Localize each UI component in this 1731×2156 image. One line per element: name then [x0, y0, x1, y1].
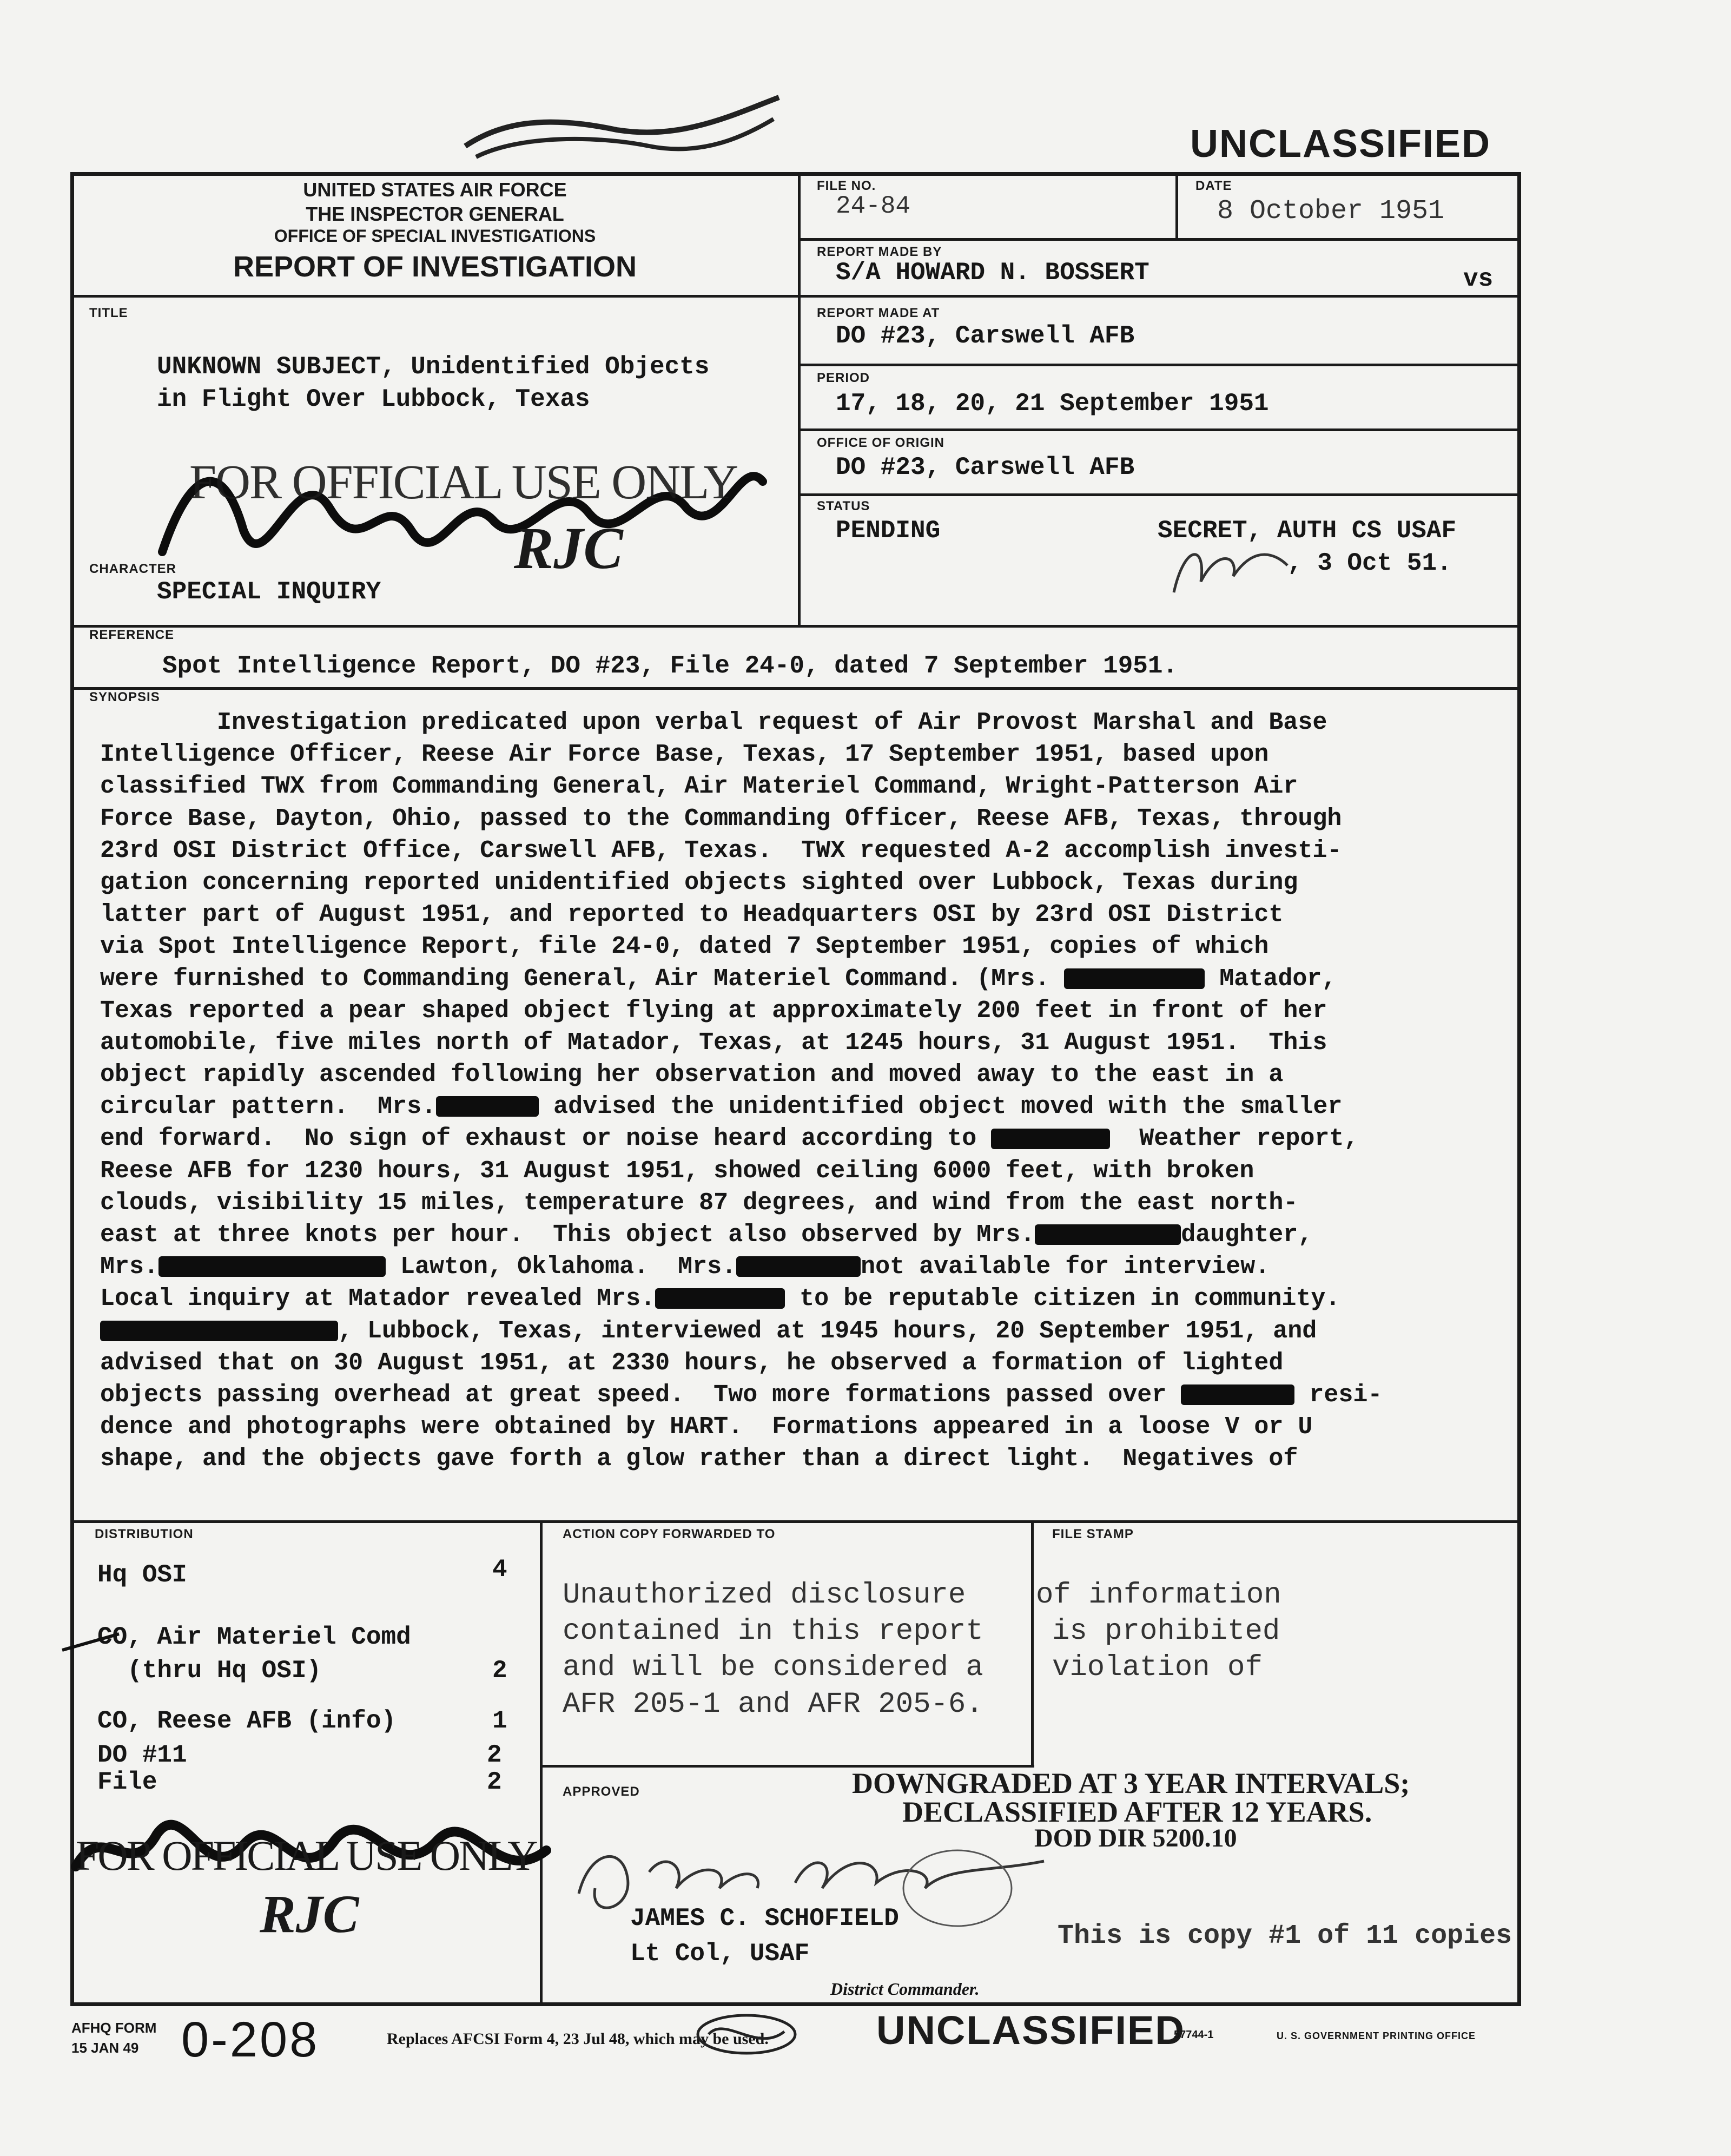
synopsis-text-segment: Weather report,	[1110, 1125, 1359, 1153]
synopsis-text-segment: end forward. No sign of exhaust or noise heard according to	[100, 1125, 992, 1153]
character-value: SPECIAL INQUIRY	[157, 578, 381, 606]
synopsis-line	[100, 707, 1528, 739]
classification-initials-scribble	[1163, 533, 1293, 603]
distribution-row-2-name: CO, Air Materiel Comd	[97, 1623, 411, 1651]
form-replaces-note: Replaces AFCSI Form 4, 23 Jul 48, which may be used.	[387, 2030, 769, 2048]
distribution-row-4-name: CO, Reese AFB (info)	[97, 1707, 397, 1735]
title-line-2: in Flight Over Lubbock, Texas	[157, 385, 590, 413]
synopsis-line	[100, 1091, 1528, 1123]
rjc-initials-2: RJC	[260, 1884, 359, 1944]
distribution-label: DISTRIBUTION	[95, 1527, 194, 1541]
file-no-label: FILE NO.	[817, 179, 876, 193]
agency-line-3: OFFICE OF SPECIAL INVESTIGATIONS	[274, 226, 596, 246]
redaction-block	[100, 1321, 338, 1341]
synopsis-text-segment: Reese AFB for 1230 hours, 31 August 1951, showed ceiling 6000 feet, with broken	[100, 1157, 1254, 1185]
synopsis-text-segment: classified TWX from Commanding General, Air Materiel Command, Wright-Patterson Air	[100, 773, 1298, 801]
handwritten-fouo-stamp-1	[157, 422, 774, 584]
disclosure-col2-line1: of information	[1036, 1579, 1281, 1612]
synopsis-text-segment: object rapidly ascended following her observation and moved away to the east in a	[100, 1061, 1284, 1089]
synopsis-text-segment: east at three knots per hour. This object also observed by Mrs.	[100, 1221, 1035, 1249]
downgrade-line-3: DOD DIR 5200.10	[1034, 1824, 1237, 1852]
approver-name: JAMES C. SCHOFIELD	[630, 1904, 899, 1933]
agency-line-1: UNITED STATES AIR FORCE	[303, 179, 567, 201]
synopsis-line	[100, 1027, 1528, 1059]
title-label: TITLE	[89, 306, 128, 320]
redaction-block	[736, 1256, 861, 1277]
synopsis-line	[100, 835, 1528, 867]
synopsis-line	[100, 931, 1528, 962]
synopsis-text-segment: daughter,	[1181, 1221, 1313, 1249]
report-made-at-label: REPORT MADE AT	[817, 306, 940, 320]
synopsis-text-segment: shape, and the objects gave forth a glow rather than a direct light. Negatives of	[100, 1445, 1298, 1473]
synopsis-text-segment: objects passing overhead at great speed. Two more formations passed over	[100, 1381, 1181, 1409]
synopsis-text-segment: resi-	[1294, 1381, 1383, 1409]
distribution-row-4-count: 1	[492, 1707, 507, 1735]
report-made-at-value: DO #23, Carswell AFB	[836, 322, 1135, 350]
synopsis-line	[100, 1251, 1528, 1283]
top-scribble-marks	[454, 81, 790, 168]
rjc-initials-1: RJC	[514, 515, 623, 581]
period-value: 17, 18, 20, 21 September 1951	[836, 390, 1269, 418]
date-label: DATE	[1195, 179, 1232, 193]
form-id-line-2: 15 JAN 49	[71, 2040, 139, 2056]
distribution-strike-mark	[60, 1628, 124, 1656]
synopsis-text-segment: to be reputable citizen in community.	[785, 1285, 1340, 1313]
bottom-classification-stamp: UNCLASSIFIED	[876, 2008, 1185, 2053]
distribution-row-1-count: 4	[492, 1555, 507, 1584]
synopsis-line	[100, 1059, 1528, 1091]
synopsis-line	[100, 770, 1528, 802]
distribution-row-6-name: File	[97, 1768, 157, 1796]
disclosure-col1-line1: Unauthorized disclosure	[563, 1579, 966, 1612]
disclosure-col2-line3: violation of	[1052, 1651, 1263, 1684]
synopsis-line	[100, 1219, 1528, 1251]
synopsis-text	[100, 707, 1528, 1475]
disclosure-col1-line3: and will be considered a	[563, 1651, 983, 1684]
synopsis-line	[100, 1315, 1528, 1347]
office-of-origin-label: OFFICE OF ORIGIN	[817, 436, 944, 450]
file-no-value: 24-84	[836, 192, 911, 220]
synopsis-text-segment: dence and photographs were obtained by HART. Formations appeared in a loose V or U	[100, 1413, 1313, 1441]
distribution-row-1-name: Hq OSI	[97, 1561, 187, 1589]
header-divider-vertical	[798, 174, 801, 628]
reference-value: Spot Intelligence Report, DO #23, File 24-0, dated 7 September 1951.	[162, 652, 1178, 680]
synopsis-line	[100, 1283, 1528, 1315]
handwritten-fouo-stamp-2	[70, 1802, 557, 1964]
downgrade-line-1: DOWNGRADED AT 3 YEAR INTERVALS;	[852, 1767, 1410, 1799]
disclosure-col2-line2: is prohibited	[1052, 1615, 1280, 1648]
redaction-block	[1035, 1224, 1181, 1245]
reference-bottom-line	[72, 687, 1520, 690]
synopsis-text-segment: not available for interview.	[861, 1253, 1270, 1281]
report-title: REPORT OF INVESTIGATION	[233, 250, 637, 283]
synopsis-line	[100, 899, 1528, 931]
made-at-bottom-line	[801, 364, 1520, 366]
redaction-block	[1181, 1384, 1294, 1405]
distribution-row-6-count: 2	[487, 1768, 502, 1796]
reference-label: REFERENCE	[89, 628, 175, 642]
synopsis-text-segment: , Lubbock, Texas, interviewed at 1945 hours, 20 September 1951, and	[338, 1317, 1317, 1345]
fouo-text-1: FOR OFFICIAL USE ONLY	[189, 456, 738, 509]
synopsis-label: SYNOPSIS	[89, 690, 160, 704]
origin-bottom-line	[801, 493, 1520, 496]
title-bottom-line	[72, 625, 1520, 628]
synopsis-line	[100, 995, 1528, 1027]
synopsis-text-segment: advised that on 30 August 1951, at 2330 hours, he observed a formation of lighted	[100, 1349, 1284, 1377]
vs-marker: vs	[1463, 265, 1494, 293]
synopsis-text-segment: circular pattern. Mrs.	[100, 1093, 437, 1121]
print-code: 57744-1	[1174, 2029, 1214, 2041]
synopsis-line	[100, 1187, 1528, 1219]
approved-label: APPROVED	[563, 1784, 640, 1799]
approver-title: District Commander.	[830, 1979, 980, 1999]
printer-name: U. S. GOVERNMENT PRINTING OFFICE	[1277, 2030, 1476, 2041]
action-copy-label: ACTION COPY FORWARDED TO	[563, 1527, 776, 1541]
synopsis-text-segment: clouds, visibility 15 miles, temperature 87 degrees, and wind from the east north-	[100, 1189, 1298, 1217]
synopsis-text-segment: via Spot Intelligence Report, file 24-0, dated 7 September 1951, copies of which	[100, 933, 1269, 961]
synopsis-text-segment: Lawton, Oklahoma. Mrs.	[386, 1253, 737, 1281]
action-filestamp-divider	[1031, 1521, 1034, 1765]
synopsis-text-segment: Force Base, Dayton, Ohio, passed to the Commanding Officer, Reese AFB, Texas, through	[100, 805, 1342, 833]
synopsis-line	[100, 739, 1528, 770]
footer-scribble	[692, 2010, 801, 2059]
date-value: 8 October 1951	[1217, 196, 1445, 227]
period-bottom-line	[801, 428, 1520, 431]
synopsis-text-segment: Local inquiry at Matador revealed Mrs.	[100, 1285, 656, 1313]
classification-line-2: , 3 Oct 51.	[1287, 549, 1452, 577]
synopsis-line	[100, 867, 1528, 899]
disclosure-col1-line4: AFR 205-1 and AFR 205-6.	[563, 1688, 983, 1721]
synopsis-text-segment: 23rd OSI District Office, Carswell AFB, Texas. TWX requested A-2 accomplish investi-	[100, 836, 1342, 865]
synopsis-bottom-line	[72, 1520, 1520, 1523]
status-value: PENDING	[836, 517, 941, 545]
synopsis-text-segment: advised the unidentified object moved with the smaller	[539, 1093, 1343, 1121]
title-line-1: UNKNOWN SUBJECT, Unidentified Objects	[157, 353, 710, 381]
synopsis-line	[100, 1347, 1528, 1379]
distribution-row-3-name: (thru Hq OSI)	[97, 1657, 322, 1685]
approver-rank: Lt Col, USAF	[630, 1940, 810, 1968]
synopsis-text-segment: gation concerning reported unidentified objects sighted over Lubbock, Texas during	[100, 868, 1298, 896]
form-number: 0-208	[181, 2012, 320, 2067]
downgrade-line-2: DECLASSIFIED AFTER 12 YEARS.	[902, 1796, 1372, 1828]
synopsis-text-segment: automobile, five miles north of Matador, Texas, at 1245 hours, 31 August 1951. This	[100, 1028, 1327, 1057]
redaction-block	[436, 1096, 539, 1117]
synopsis-line	[100, 1379, 1528, 1411]
form-id-line-1: AFHQ FORM	[71, 2020, 157, 2036]
synopsis-text-segment: latter part of August 1951, and reported to Headquarters OSI by 23rd OSI District	[100, 901, 1284, 929]
synopsis-text-segment: Texas reported a pear shaped object flying at approximately 200 feet in front of her	[100, 997, 1327, 1025]
redaction-block	[1064, 968, 1205, 989]
file-stamp-label: FILE STAMP	[1052, 1527, 1134, 1541]
top-classification-stamp: UNCLASSIFIED	[1190, 122, 1491, 166]
redaction-block	[991, 1129, 1110, 1149]
redaction-block	[655, 1288, 785, 1309]
synopsis-text-segment: Mrs.	[100, 1253, 159, 1281]
status-label: STATUS	[817, 499, 870, 513]
copy-number-note: This is copy #1 of 11 copies	[1058, 1921, 1512, 1951]
office-of-origin-value: DO #23, Carswell AFB	[836, 453, 1135, 482]
agency-line-2: THE INSPECTOR GENERAL	[306, 203, 564, 225]
synopsis-line	[100, 803, 1528, 835]
distribution-row-5-count: 2	[487, 1741, 502, 1769]
distribution-row-5-name: DO #11	[97, 1741, 187, 1769]
redaction-block	[158, 1256, 386, 1277]
header-bottom-line	[72, 295, 1520, 298]
synopsis-text-segment: were furnished to Commanding General, Air Materiel Command. (Mrs.	[100, 965, 1065, 993]
synopsis-text-segment: Intelligence Officer, Reese Air Force Base, Texas, 17 September 1951, based upon	[100, 741, 1269, 769]
synopsis-line	[100, 1123, 1528, 1155]
file-row-bottom-line	[801, 238, 1520, 241]
character-label: CHARACTER	[89, 562, 176, 576]
synopsis-line	[100, 1155, 1528, 1187]
synopsis-line	[100, 1443, 1528, 1475]
report-made-by-value: S/A HOWARD N. BOSSERT	[836, 259, 1149, 287]
synopsis-line	[100, 1411, 1528, 1443]
synopsis-text-segment: Matador,	[1205, 965, 1337, 993]
disclosure-col1-line2: contained in this report	[563, 1615, 983, 1648]
report-made-by-label: REPORT MADE BY	[817, 245, 942, 259]
fouo-text-2: FOR OFFICIAL USE ONLY	[76, 1832, 537, 1879]
file-date-divider	[1175, 174, 1178, 239]
synopsis-line	[100, 963, 1528, 995]
distribution-row-3-count: 2	[492, 1657, 507, 1685]
synopsis-text-segment: Investigation predicated upon verbal request of Air Provost Marshal and Base	[100, 709, 1327, 736]
classification-line-1: SECRET, AUTH CS USAF	[1158, 517, 1457, 545]
period-label: PERIOD	[817, 371, 870, 385]
